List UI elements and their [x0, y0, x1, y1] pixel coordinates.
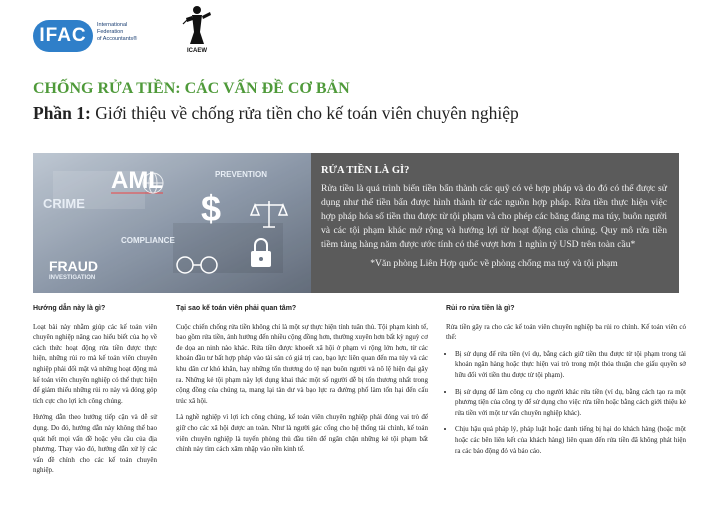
investigation-label: INVESTIGATION	[49, 275, 96, 281]
paragraph: Là nghề nghiệp vì lợi ích công chúng, kế toán viên chuyên nghiệp phải đóng vai trò để giữ cho các xã hội được an toàn. Như là người gác cổng cho hệ thống tài chính, kế toán viên chuyên nghiệp là tuyến phòng thủ đầu tiên để ngăn chặn những kẻ tội phạm bất chính này tìm cách xâm nhập vào nền kinh tế.	[176, 413, 428, 454]
column-risks	[446, 304, 686, 462]
definition-heading: RỬA TIỀN LÀ GÌ?	[321, 165, 410, 176]
definition-body: Rửa tiền là quá trình biến tiền bẩn thành các quỹ có vẻ hợp pháp và do đó có thể được sử dụng như thể tiền bẩn được hình thành từ các nguồn hợp pháp. Rửa tiền thực hiện việc hợp pháp hóa số tiền thu được từ tội phạm và cho phép các băng đảng ma túy, buôn người và các tội phạm khác mở rộng và hướng lợi từ hoạt động của chúng. Quy mô rửa tiền tiềm tàng hàng năm được ước tính có thể vượt hơn 1 nghìn tỷ USD trên toàn cầu*	[321, 183, 667, 250]
ifac-logo	[33, 18, 153, 54]
paragraph: Rửa tiền gây ra cho các kế toán viên chuyên nghiệp ba rủi ro chính. Kế toán viên có thể:	[446, 322, 686, 342]
part-title-text: Giới thiệu về chống rửa tiền cho kế toán viên chuyên nghiệp	[90, 103, 519, 123]
column-heading: Rủi ro rửa tiền là gì?	[446, 305, 515, 312]
part-label: Phần 1:	[33, 103, 91, 123]
page-title	[33, 103, 519, 124]
compliance-label: COMPLIANCE	[121, 236, 175, 245]
fraud-label: FRAUD	[49, 258, 98, 274]
dollar-sign: $	[201, 188, 222, 229]
definition-source: *Văn phòng Liên Hợp quốc về phòng chống ma tuý và tội phạm	[370, 258, 618, 269]
hero-illustration	[33, 153, 311, 293]
column-guide	[33, 304, 157, 482]
paragraph: Cuộc chiến chống rửa tiền không chỉ là một sự thực hiện tính tuân thủ. Tội phạm kinh tế, bao gồm rửa tiền, ảnh hưởng đến nhiều cộng đồng hơn, thường xuyên hơn bất kỳ nguỳ cơ đe dọa an ninh nào khác. Rửa tiền được khoeết xã hội ở phạm vi rộng lớn hơn, từ các khoản đầu tư bất hợp pháp vào tài sản có giá trị cao, bạo lực liên quan đến ma túy và các khu dân cư khó khăn, hay những tổn thương do tệ nạn buôn người và nô lệ hiện đại gây ra. Những kẻ tội phạm này lợi dụng khai thác một số người dễ bị tổn thương nhất trong cộng đồng của chúng ta, mang lại tàn dư và bạo lực ra đường phố làm tổn hại đến cấu trúc xã hội.	[176, 322, 428, 405]
icaew-logo	[180, 4, 214, 56]
aml-collage-image	[33, 153, 311, 293]
list-item: • Chịu hậu quả pháp lý, pháp luật hoặc danh tiếng bị hại do khách hàng (hoặc một hoặc các bên liên kết của khách hàng) liên quan đến rửa tiền đã không phát hiện ra các báo động đỏ và báo cáo.	[455, 424, 686, 456]
icaew-wordmark: ICAEW	[187, 48, 207, 54]
list-item: • Bị sử dụng để rửa tiền (ví dụ, bằng cách giữ tiền thu được từ tội phạm trong tài khoản ngân hàng hoặc thực hiện vai trò trong một thỏa thuận che giấu quyền sở hữu đối với tiền thu được từ tội phạm).	[455, 349, 686, 381]
risk-list	[446, 349, 686, 456]
paragraph: Hướng dẫn theo hướng tiếp cận và dễ sử dụng. Do đó, hướng dẫn này không thể bao quát hết mọi vấn đề hoặc yêu cầu của địa phương. Thay vào đó, hướng dẫn xử lý các vấn đề chính cho các kế toán chuyên nghiệp.	[33, 413, 157, 475]
aml-label: AML	[111, 167, 163, 194]
paragraph: Loạt bài này nhằm giúp các kế toán viên chuyên nghiệp nâng cao hiểu biết của họ về cách thức hoạt động rửa tiền được thực hiện, những rủi ro mà kế toán viên chuyên nghiệp phải đối mặt và những hoạt động mà kế toán viên chuyên nghiệp có thể thực hiện để giảm thiểu những rủi ro này và đóng góp tích cực cho lợi ích công chúng.	[33, 322, 157, 405]
icaew-crest-icon	[180, 4, 214, 48]
list-item: • Bị sử dụng để làm công cụ cho người khác rửa tiền (ví dụ, bằng cách tạo ra một phương tiện của công ty để sử dụng cho việc rửa tiền hoặc bằng cách giới thiệu kẻ rửa tiền với một tư vấn chuyên nghiệp khác).	[455, 387, 686, 419]
column-heading: Hướng dẫn này là gì?	[33, 305, 106, 312]
series-kicker: CHỐNG RỬA TIỀN: CÁC VẤN ĐỀ CƠ BẢN	[33, 80, 350, 97]
column-why-care	[176, 304, 428, 461]
ifac-subtitle: International Federation of Accountants®	[97, 22, 138, 42]
ifac-badge: IFAC	[33, 20, 93, 52]
prevention-label: PREVENTION	[215, 170, 268, 179]
definition-box	[311, 153, 679, 293]
crime-label: CRIME	[43, 196, 85, 211]
column-heading: Tại sao kế toán viên phải quan tâm?	[176, 305, 297, 312]
